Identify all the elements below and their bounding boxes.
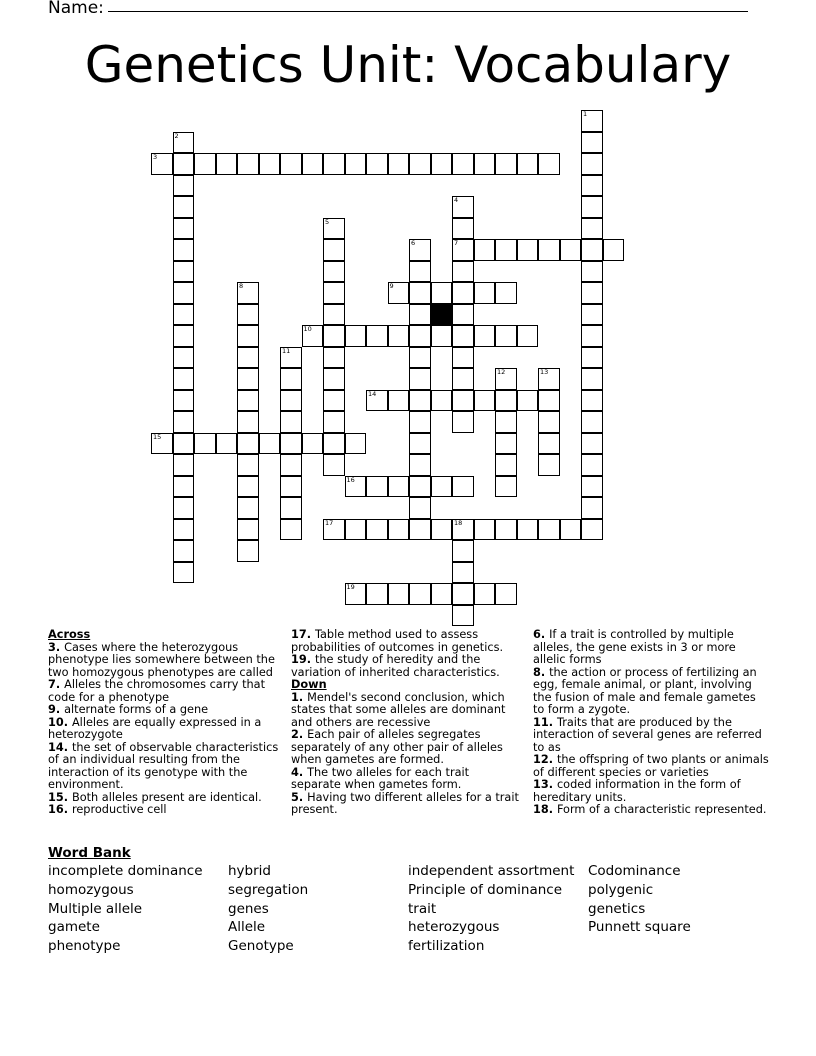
clue-text: Form of a characteristic represented. — [556, 803, 767, 816]
crossword-cell[interactable] — [452, 196, 474, 218]
crossword-cell[interactable] — [388, 325, 410, 347]
crossword-cell[interactable] — [323, 325, 345, 347]
clue-number: 15 — [153, 432, 162, 441]
crossword-cell[interactable] — [173, 540, 195, 562]
crossword-cell[interactable] — [538, 519, 560, 541]
crossword-cell[interactable] — [259, 153, 281, 175]
clue-number: 11 — [282, 346, 291, 355]
clue-text: Both alleles present are identical. — [71, 790, 262, 804]
crossword-cell[interactable] — [173, 433, 195, 455]
crossword-cell[interactable] — [452, 261, 474, 283]
crossword-cell[interactable] — [388, 282, 410, 304]
crossword-cell[interactable] — [409, 476, 431, 498]
clue-number: 2 — [174, 131, 179, 140]
crossword-cell[interactable] — [581, 218, 603, 240]
clue-number: 13 — [540, 368, 549, 376]
crossword-cell[interactable] — [280, 497, 302, 519]
crossword-cell[interactable] — [409, 411, 431, 433]
crossword-cell[interactable] — [323, 411, 345, 433]
word-bank-item: polygenic — [588, 881, 654, 898]
crossword-cell[interactable] — [452, 239, 474, 261]
clue-text: coded information in the form of hereditary units. — [533, 778, 741, 804]
crossword-cell[interactable] — [323, 218, 345, 240]
clue-number: 5 — [325, 217, 330, 226]
crossword-cell[interactable] — [280, 519, 302, 541]
clue-text: Table method used to assess probabilities of outcomes in genetics. — [291, 628, 504, 654]
word-bank-item: fertilization — [408, 938, 485, 955]
crossword-cell[interactable] — [302, 325, 324, 347]
clue-item — [533, 754, 769, 779]
clues-column-2 — [291, 629, 521, 817]
word-bank-item: gamete — [48, 919, 100, 936]
word-bank-item: heterozygous — [408, 919, 500, 936]
crossword-cell[interactable] — [474, 282, 496, 304]
clue-item — [291, 629, 521, 654]
crossword-cell[interactable] — [366, 390, 388, 412]
clue-number-label: 18. — [533, 803, 557, 816]
crossword-cell[interactable] — [495, 282, 517, 304]
crossword-cell[interactable] — [581, 196, 603, 218]
crossword-cell[interactable] — [237, 325, 259, 347]
crossword-cell[interactable] — [237, 497, 259, 519]
clue-item — [291, 692, 521, 730]
crossword-cell[interactable] — [495, 153, 517, 175]
crossword-cell[interactable] — [237, 368, 259, 390]
down-clue-list-continued — [533, 629, 769, 817]
clue-text: the study of heredity and the variation of inherited characteristics. — [291, 653, 500, 679]
crossword-cell[interactable] — [409, 519, 431, 541]
crossword-cell[interactable] — [495, 433, 517, 455]
crossword-cell[interactable] — [302, 153, 324, 175]
crossword-cell[interactable] — [517, 325, 539, 347]
crossword-cell[interactable] — [452, 411, 474, 433]
crossword-cell[interactable] — [452, 218, 474, 240]
crossword-cell[interactable] — [237, 282, 259, 304]
crossword-cell[interactable] — [474, 325, 496, 347]
crossword-cell[interactable] — [173, 153, 195, 175]
word-bank-item: Codominance — [588, 863, 681, 879]
crossword-cell[interactable] — [173, 239, 195, 261]
clue-number: 3 — [153, 153, 158, 161]
word-bank-item: Allele — [228, 919, 266, 936]
clue-text: the action or process of fertilizing an egg, female animal, or plant, involving the fusion of male and female gametes to form a zygote. — [533, 665, 757, 716]
crossword-cell[interactable] — [323, 519, 345, 541]
crossword-cell[interactable] — [237, 411, 259, 433]
clue-number: 6 — [411, 239, 416, 247]
clue-number: 14 — [368, 389, 377, 398]
word-bank-item: Genotype — [228, 938, 294, 955]
word-bank-item: genetics — [588, 900, 646, 917]
crossword-cell[interactable] — [452, 605, 474, 627]
word-bank-item: segregation — [228, 881, 309, 898]
clue-item — [291, 767, 521, 792]
clue-number-label: 9. — [48, 703, 65, 716]
word-bank-item: incomplete dominance — [48, 863, 203, 879]
crossword-cell[interactable] — [581, 390, 603, 412]
across-heading: Across — [48, 628, 91, 641]
word-bank-item: hybrid — [228, 863, 271, 879]
clue-number: 7 — [454, 239, 459, 247]
clue-text: alternate forms of a gene — [64, 703, 209, 716]
clues-column-1 — [48, 629, 284, 817]
clue-item — [48, 679, 284, 704]
crossword-cell[interactable] — [280, 411, 302, 433]
crossword-cell[interactable] — [581, 454, 603, 476]
crossword-cell[interactable] — [237, 454, 259, 476]
crossword-cell[interactable] — [581, 261, 603, 283]
word-bank-item: Multiple allele — [48, 900, 143, 917]
crossword-cell[interactable] — [495, 239, 517, 261]
crossword-cell[interactable] — [366, 583, 388, 605]
clue-text: Alleles the chromosomes carry that code for a phenotype — [48, 678, 266, 704]
clue-text: Each pair of alleles segregates separately of any other pair of alleles when gametes are formed. — [291, 728, 503, 766]
crossword-cell[interactable] — [173, 282, 195, 304]
clue-number-label: 16. — [48, 803, 72, 816]
crossword-cell[interactable] — [581, 282, 603, 304]
crossword-cell[interactable] — [409, 239, 431, 261]
across-clue-list — [48, 642, 284, 817]
crossword-cell[interactable] — [216, 153, 238, 175]
crossword-cell[interactable] — [173, 476, 195, 498]
crossword-cell[interactable] — [581, 239, 603, 261]
word-bank-title: Word Bank — [48, 845, 131, 861]
clue-text: The two alleles for each trait separate when gametes form. — [291, 765, 470, 791]
crossword-cell[interactable] — [237, 390, 259, 412]
clue-text: Having two different alleles for a trait present. — [291, 790, 519, 816]
crossword-cell[interactable] — [323, 433, 345, 455]
clue-number: 17 — [325, 518, 334, 527]
clue-number-label: 4. — [291, 765, 308, 779]
crossword-cell[interactable] — [409, 325, 431, 347]
across-clue-list-continued — [291, 629, 521, 679]
down-heading: Down — [291, 678, 327, 691]
crossword-cell[interactable] — [603, 239, 625, 261]
clue-number-label: 1. — [291, 690, 308, 704]
crossword-cell[interactable] — [409, 454, 431, 476]
crossword-cell[interactable] — [452, 562, 474, 584]
clue-number: 8 — [239, 282, 244, 290]
crossword-cell[interactable] — [237, 540, 259, 562]
crossword-cell[interactable] — [538, 390, 560, 412]
crossword-cell[interactable] — [323, 261, 345, 283]
clue-number-label: 12. — [533, 753, 557, 766]
crossword-cell[interactable] — [409, 390, 431, 412]
crossword-cell[interactable] — [388, 519, 410, 541]
clue-item — [291, 654, 521, 679]
crossword-cell[interactable] — [280, 347, 302, 369]
crossword-cell[interactable] — [409, 304, 431, 326]
crossword-cell[interactable] — [409, 368, 431, 390]
crossword-cell[interactable] — [388, 390, 410, 412]
crossword-cell[interactable] — [173, 497, 195, 519]
crossword-cell[interactable] — [517, 519, 539, 541]
crossword-cell[interactable] — [431, 476, 453, 498]
crossword-cell[interactable] — [538, 239, 560, 261]
clue-number: 19 — [346, 583, 355, 591]
clue-item — [533, 779, 769, 804]
clue-number-label: 15. — [48, 790, 72, 804]
crossword-cell[interactable] — [452, 325, 474, 347]
crossword-cell[interactable] — [173, 368, 195, 390]
crossword-cell[interactable] — [366, 476, 388, 498]
clue-number: 16 — [346, 475, 355, 484]
word-bank-item: genes — [228, 900, 269, 917]
crossword-cell[interactable] — [474, 239, 496, 261]
crossword-cell[interactable] — [237, 304, 259, 326]
clue-number: 1 — [583, 110, 588, 118]
crossword-cell[interactable] — [173, 196, 195, 218]
crossword-cell[interactable] — [409, 153, 431, 175]
crossword-cell[interactable] — [431, 583, 453, 605]
crossword-cell[interactable] — [173, 175, 195, 197]
crossword-cell[interactable] — [173, 562, 195, 584]
crossword-cell[interactable] — [173, 132, 195, 154]
word-bank-item: trait — [408, 900, 437, 917]
crossword-cell[interactable] — [280, 153, 302, 175]
crossword-cell[interactable] — [581, 153, 603, 175]
crossword-cell[interactable] — [474, 153, 496, 175]
clue-item — [533, 717, 769, 755]
crossword-cell[interactable] — [366, 153, 388, 175]
clue-number: 18 — [454, 518, 463, 527]
word-bank-item: Principle of dominance — [408, 881, 562, 898]
crossword-cell[interactable] — [323, 390, 345, 412]
crossword-cell[interactable] — [452, 390, 474, 412]
crossword-cell[interactable] — [538, 153, 560, 175]
crossword-cell[interactable] — [581, 132, 603, 154]
clue-item — [48, 804, 284, 817]
clue-number: 4 — [454, 196, 459, 204]
crossword-cell[interactable] — [237, 519, 259, 541]
crossword-cell[interactable] — [194, 433, 216, 455]
clue-text: reproductive cell — [71, 803, 167, 816]
crossword-cell[interactable] — [431, 325, 453, 347]
crossword-cell[interactable] — [538, 368, 560, 390]
clue-number: 9 — [389, 282, 394, 290]
crossword-cell[interactable] — [495, 390, 517, 412]
crossword-cell[interactable] — [495, 583, 517, 605]
clue-number-label: 10. — [48, 715, 72, 729]
clue-number-label: 7. — [48, 678, 65, 691]
clue-number-label: 13. — [533, 778, 557, 791]
clue-number: 10 — [303, 325, 312, 333]
clue-text: the offspring of two plants or animals of different species or varieties — [533, 753, 769, 779]
clue-item — [533, 667, 769, 717]
clue-number-label: 17. — [291, 628, 315, 641]
crossword-cell[interactable] — [280, 368, 302, 390]
crossword-cell[interactable] — [280, 476, 302, 498]
crossword-cell[interactable] — [452, 519, 474, 541]
clue-number-label: 14. — [48, 740, 72, 754]
clues-column-3 — [533, 629, 769, 817]
crossword-cell[interactable] — [280, 454, 302, 476]
crossword-cell[interactable] — [581, 304, 603, 326]
crossword-cell[interactable] — [280, 433, 302, 455]
crossword-cell[interactable] — [581, 325, 603, 347]
crossword-black-cell — [431, 304, 453, 326]
clue-text: If a trait is controlled by multiple alleles, the gene exists in 3 or more allelic forms — [533, 628, 736, 666]
crossword-cell[interactable] — [388, 153, 410, 175]
word-bank-item: Punnett square — [588, 919, 691, 936]
crossword-cell[interactable] — [323, 347, 345, 369]
crossword-cell[interactable] — [323, 454, 345, 476]
crossword-cell[interactable] — [409, 347, 431, 369]
clue-number-label: 8. — [533, 665, 550, 679]
crossword-cell[interactable] — [560, 239, 582, 261]
crossword-cell[interactable] — [452, 540, 474, 562]
clue-text: Cases where the heterozygous phenotype lies somewhere between the two homozygous phenotypes are called — [48, 640, 275, 679]
crossword-cell[interactable] — [388, 583, 410, 605]
down-clue-list — [291, 692, 521, 817]
crossword-cell[interactable] — [538, 411, 560, 433]
clue-text: the set of observable characteristics of an individual resulting from the interaction of its genotype with the environment. — [48, 740, 279, 791]
crossword-cell[interactable] — [237, 153, 259, 175]
crossword-cell[interactable] — [280, 390, 302, 412]
crossword-cell[interactable] — [173, 454, 195, 476]
crossword-cell[interactable] — [452, 368, 474, 390]
clue-text: Alleles are equally expressed in a heterozygote — [48, 715, 262, 741]
name-label: Name: — [48, 0, 104, 18]
crossword-cell[interactable] — [323, 282, 345, 304]
crossword-cell[interactable] — [452, 347, 474, 369]
word-bank — [48, 862, 768, 956]
crossword-cell[interactable] — [474, 390, 496, 412]
crossword-cell[interactable] — [237, 433, 259, 455]
crossword-cell[interactable] — [452, 476, 474, 498]
crossword-cell[interactable] — [581, 368, 603, 390]
crossword-cell[interactable] — [431, 153, 453, 175]
crossword-cell[interactable] — [581, 497, 603, 519]
crossword-cell[interactable] — [495, 368, 517, 390]
crossword-cell[interactable] — [409, 497, 431, 519]
crossword-cell[interactable] — [345, 325, 367, 347]
crossword-cell[interactable] — [474, 519, 496, 541]
word-bank-item: independent assortment — [408, 863, 575, 879]
clue-number-label: 19. — [291, 653, 315, 666]
crossword-cell[interactable] — [409, 583, 431, 605]
crossword-cell[interactable] — [452, 304, 474, 326]
clue-text: Mendel's second conclusion, which states that some alleles are dominant and others are recessive — [291, 690, 506, 729]
crossword-cell[interactable] — [173, 411, 195, 433]
crossword-cell[interactable] — [388, 476, 410, 498]
crossword-cell[interactable] — [495, 519, 517, 541]
crossword-cell[interactable] — [151, 433, 173, 455]
crossword-cell[interactable] — [452, 583, 474, 605]
crossword-cell[interactable] — [581, 347, 603, 369]
crossword-cell[interactable] — [173, 347, 195, 369]
crossword-cell[interactable] — [194, 153, 216, 175]
clue-item — [291, 792, 521, 817]
crossword-cell[interactable] — [560, 519, 582, 541]
crossword-cell[interactable] — [538, 454, 560, 476]
crossword-cell[interactable] — [581, 476, 603, 498]
clue-item — [48, 717, 284, 742]
crossword-cell[interactable] — [517, 153, 539, 175]
crossword-cell[interactable] — [474, 583, 496, 605]
crossword-cell[interactable] — [323, 304, 345, 326]
clue-text: Traits that are produced by the interaction of several genes are referred to as — [533, 715, 762, 754]
word-bank-item: homozygous — [48, 881, 134, 898]
crossword-cell[interactable] — [151, 153, 173, 175]
clue-item — [533, 629, 769, 667]
crossword-cell[interactable] — [495, 476, 517, 498]
clue-number-label: 2. — [291, 728, 308, 741]
crossword-cell[interactable] — [495, 411, 517, 433]
crossword-cell[interactable] — [237, 476, 259, 498]
crossword-cell[interactable] — [431, 519, 453, 541]
crossword-cell[interactable] — [517, 390, 539, 412]
crossword-cell[interactable] — [431, 282, 453, 304]
crossword-cell[interactable] — [173, 261, 195, 283]
clue-item — [533, 804, 769, 817]
crossword-cell[interactable] — [581, 110, 603, 132]
crossword-cell[interactable] — [345, 519, 367, 541]
crossword-cell[interactable] — [173, 519, 195, 541]
clue-number: 12 — [497, 368, 506, 376]
crossword-cell[interactable] — [517, 239, 539, 261]
crossword-cell[interactable] — [581, 411, 603, 433]
crossword-cell[interactable] — [173, 218, 195, 240]
crossword-cell[interactable] — [366, 519, 388, 541]
crossword-cell[interactable] — [345, 153, 367, 175]
crossword-cell[interactable] — [452, 153, 474, 175]
crossword-cell[interactable] — [409, 433, 431, 455]
crossword-cell[interactable] — [431, 390, 453, 412]
crossword-cell[interactable] — [345, 476, 367, 498]
crossword-cell[interactable] — [323, 368, 345, 390]
crossword-cell[interactable] — [173, 390, 195, 412]
crossword-cell[interactable] — [302, 433, 324, 455]
crossword-cell[interactable] — [323, 153, 345, 175]
crossword-cell[interactable] — [345, 583, 367, 605]
crossword-cell[interactable] — [366, 325, 388, 347]
clue-item — [291, 729, 521, 767]
crossword-cell[interactable] — [495, 454, 517, 476]
clue-number-label: 6. — [533, 628, 550, 641]
clue-number-label: 5. — [291, 790, 308, 804]
crossword-cell[interactable] — [409, 282, 431, 304]
word-bank-item: phenotype — [48, 938, 121, 955]
crossword-cell[interactable] — [173, 325, 195, 347]
crossword-cell[interactable] — [581, 433, 603, 455]
clue-number-label: 3. — [48, 640, 65, 654]
clue-item — [48, 742, 284, 792]
crossword-cell[interactable] — [216, 433, 238, 455]
crossword-cell[interactable] — [259, 433, 281, 455]
crossword-cell[interactable] — [581, 519, 603, 541]
crossword-cell[interactable] — [452, 282, 474, 304]
crossword-cell[interactable] — [495, 325, 517, 347]
crossword-cell[interactable] — [409, 261, 431, 283]
crossword-cell[interactable] — [173, 304, 195, 326]
page-title: Genetics Unit: Vocabulary — [84, 36, 732, 94]
crossword-cell[interactable] — [323, 239, 345, 261]
crossword-cell[interactable] — [345, 433, 367, 455]
clue-item — [48, 642, 284, 680]
clue-number-label: 11. — [533, 715, 557, 729]
crossword-cell[interactable] — [538, 433, 560, 455]
crossword-cell[interactable] — [237, 347, 259, 369]
crossword-cell[interactable] — [581, 175, 603, 197]
